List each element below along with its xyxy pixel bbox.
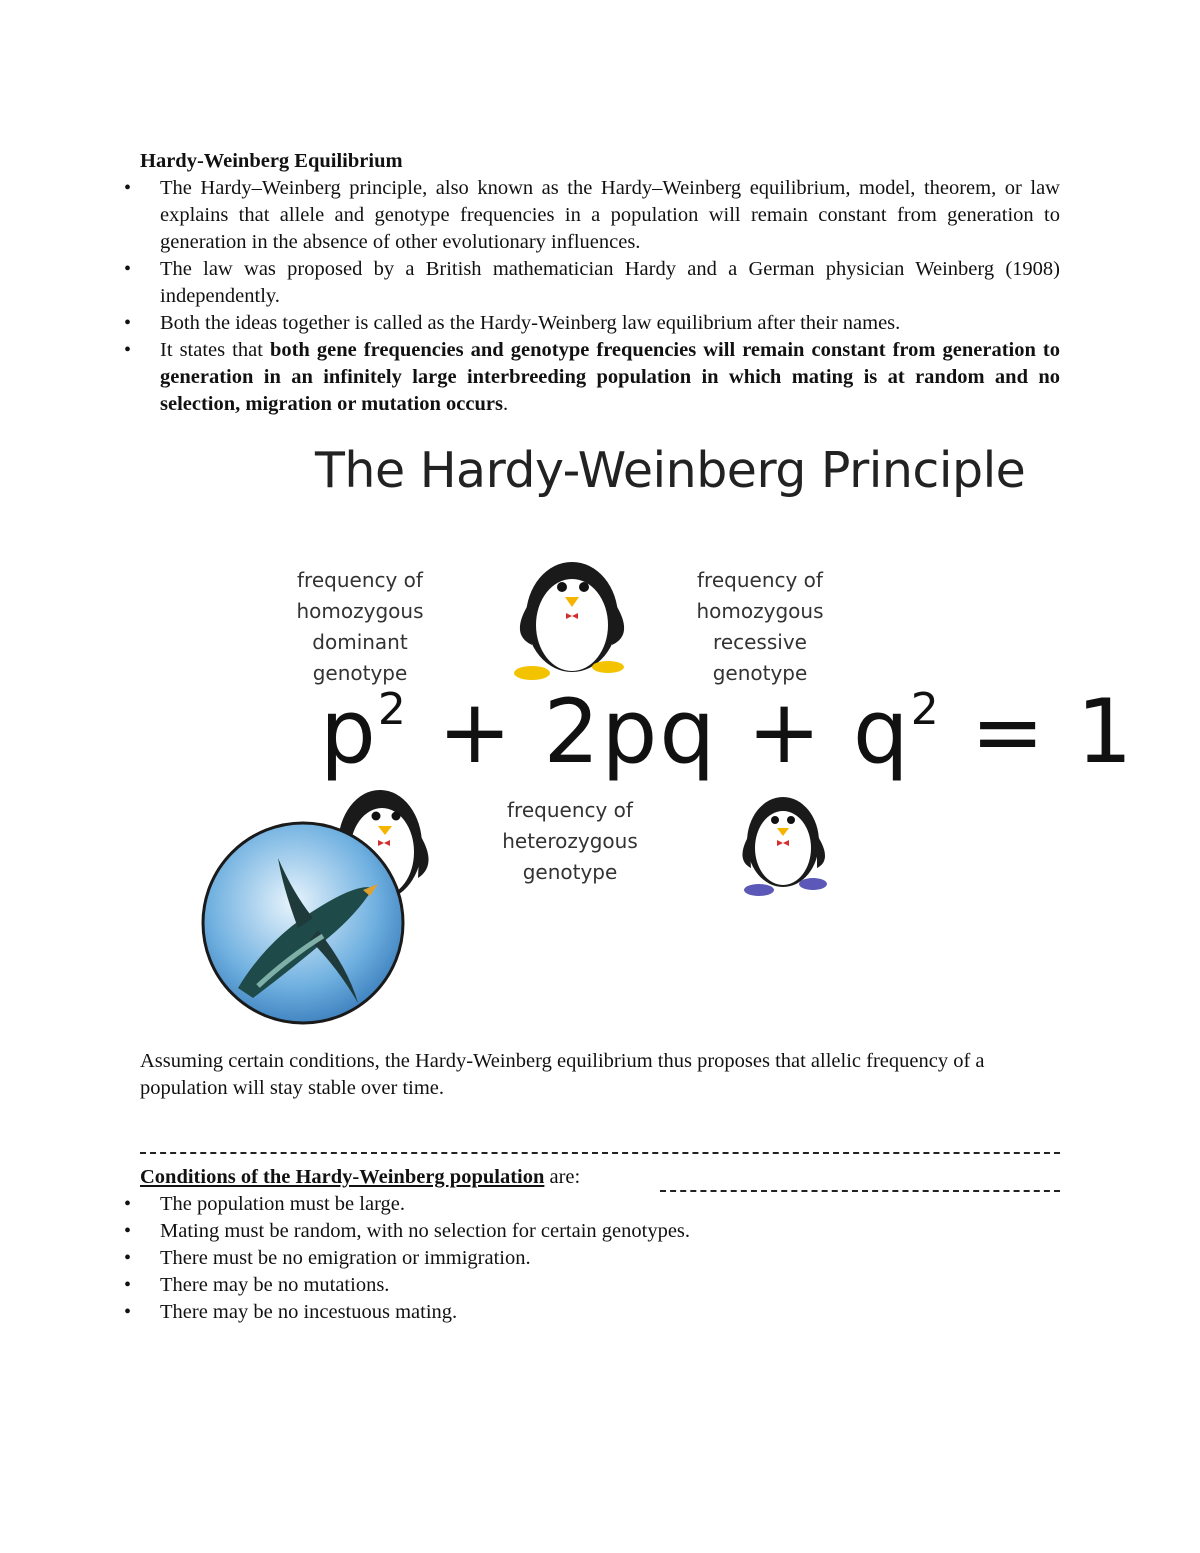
intro-bullet-list [140, 175, 1060, 418]
penguin-photo-image [198, 818, 408, 1028]
penguin-right-icon [735, 790, 835, 900]
condition-item: • Mating must be random, with no selection for certain genotypes. [140, 1218, 1060, 1245]
figure-title: The Hardy-Weinberg Principle [315, 442, 1026, 499]
bullet-item: • Both the ideas together is called as the Hardy-Weinberg law equilibrium after their names. [140, 310, 1060, 337]
summary-paragraph: Assuming certain conditions, the Hardy-Weinberg equilibrium thus proposes that allelic frequency of a population will stay stable over time. [140, 1050, 985, 1099]
dashed-divider-short [660, 1190, 1060, 1192]
condition-item: • There may be no mutations. [140, 1272, 1060, 1299]
bullet-item: • The Hardy–Weinberg principle, also known as the Hardy–Weinberg equilibrium, model, theorem, or law explains that allele and genotype frequencies in a population will remain constant from generation to generation in the absence of other evolutionary influences. [140, 175, 1060, 256]
eq-exponent-2: 2 [910, 684, 941, 735]
eq-p: p [320, 680, 378, 783]
bullet-item: • The law was proposed by a British mathematician Hardy and a German physician Weinberg (1908) independently. [140, 256, 1060, 310]
section-heading: Hardy-Weinberg Equilibrium [140, 150, 403, 172]
label-homozygous-dominant: frequency of homozygous dominant genotype [296, 568, 424, 685]
conditions-heading-line [140, 1164, 1060, 1191]
eq-end: = 1 [940, 680, 1135, 783]
conditions-bullet-list [140, 1191, 1060, 1326]
condition-item: • There may be no incestuous mating. [140, 1299, 1060, 1326]
bullet-bold-statement: both gene frequencies and genotype frequencies will remain constant from generation to generation in an infinitely large interbreeding population in which mating is at random and no selection, migration or mutation occurs [160, 339, 1060, 415]
bullet-suffix: . [502, 393, 509, 415]
penguin-top-icon [510, 545, 635, 680]
eq-exponent-1: 2 [377, 684, 408, 735]
eq-middle: + 2pq + q [407, 680, 911, 783]
conditions-title: Conditions of the Hardy-Weinberg population [140, 1166, 545, 1188]
label-homozygous-recessive: frequency of homozygous recessive genotype [696, 568, 824, 685]
conditions-title-suffix: are: [544, 1166, 581, 1188]
label-heterozygous: frequency of heterozygous genotype [502, 798, 638, 884]
bullet-prefix: It states that [160, 339, 270, 361]
intro-section [140, 148, 1060, 418]
bullet-item [140, 337, 1060, 418]
condition-item: • There must be no emigration or immigration. [140, 1245, 1060, 1272]
dashed-divider [140, 1152, 1060, 1154]
hardy-weinberg-equation [320, 680, 1134, 783]
hardy-weinberg-figure [190, 430, 1135, 1030]
conditions-section [140, 1164, 1060, 1326]
condition-item: • The population must be large. [140, 1191, 1060, 1218]
